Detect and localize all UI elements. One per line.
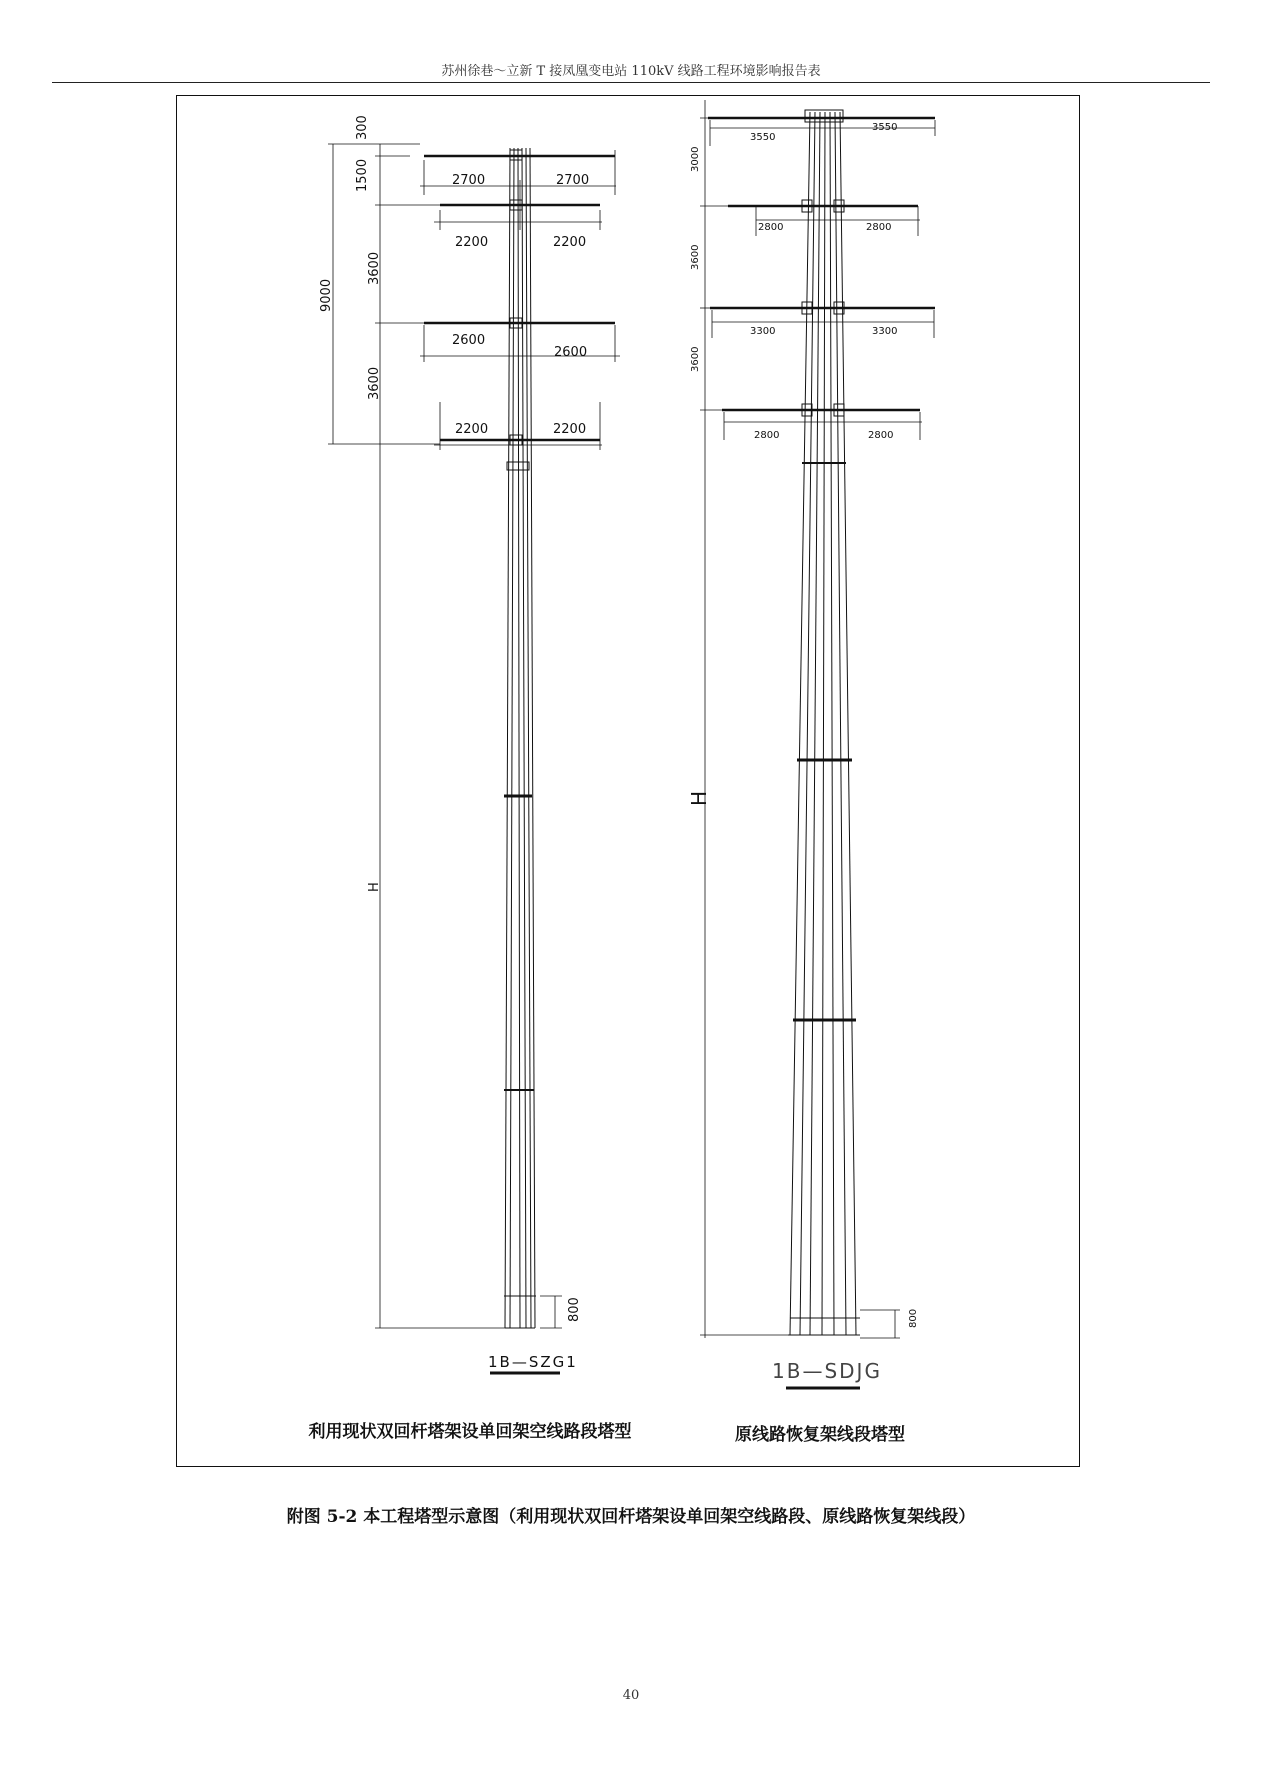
right-arm1-left: 3550 bbox=[750, 132, 776, 143]
left-arm3-right: 2600 bbox=[554, 345, 588, 360]
left-dim-9000: 9000 bbox=[319, 278, 334, 312]
page-header: 苏州徐巷～立新 T 接凤凰变电站 110kV 线路工程环境影响报告表 bbox=[441, 64, 821, 79]
left-arm3-left: 2600 bbox=[452, 333, 486, 348]
right-arm4-left: 2800 bbox=[754, 430, 780, 441]
left-arm1-left: 2700 bbox=[452, 173, 486, 188]
right-dim-3000: 3000 bbox=[690, 146, 701, 172]
right-arm3-left: 3300 bbox=[750, 326, 776, 337]
right-height-label: H bbox=[687, 790, 711, 806]
right-tower-code: 1B—SDJG bbox=[772, 1359, 882, 1383]
right-arm2-left: 2800 bbox=[758, 222, 784, 233]
right-arm2-right: 2800 bbox=[866, 222, 892, 233]
page-number: 40 bbox=[622, 1688, 640, 1703]
left-dim-3600-a: 3600 bbox=[367, 251, 382, 285]
left-dim-1500: 1500 bbox=[355, 158, 370, 192]
right-tower bbox=[700, 100, 935, 1338]
right-arm-dimlines bbox=[710, 120, 935, 440]
right-arm1-right: 3550 bbox=[872, 122, 898, 133]
left-arm1-right: 2700 bbox=[556, 173, 590, 188]
right-tower-caption: 原线路恢复架线段塔型 bbox=[735, 1425, 905, 1445]
left-tower bbox=[328, 144, 620, 1328]
right-base-dim: 800 bbox=[908, 1308, 919, 1328]
left-arm4-left: 2200 bbox=[455, 422, 489, 437]
left-arm2-right: 2200 bbox=[553, 235, 587, 250]
figure-caption: 附图 5-2 本工程塔型示意图（利用现状双回杆塔架设单回架空线路段、原线路恢复架线段） bbox=[286, 1507, 976, 1527]
left-arm4-right: 2200 bbox=[553, 422, 587, 437]
right-dim-3600-a: 3600 bbox=[690, 244, 701, 270]
right-arm4-right: 2800 bbox=[868, 430, 894, 441]
left-crossarms bbox=[424, 156, 615, 440]
right-arm3-right: 3300 bbox=[872, 326, 898, 337]
left-base-dim: 800 bbox=[567, 1297, 582, 1322]
left-tower-code: 1B—SZG1 bbox=[488, 1353, 578, 1371]
left-height-label: H bbox=[367, 882, 382, 892]
left-dim-3600-b: 3600 bbox=[367, 366, 382, 400]
right-pole bbox=[788, 110, 860, 1335]
left-tower-caption: 利用现状双回杆塔架设单回架空线路段塔型 bbox=[308, 1422, 632, 1442]
left-dim-top-300: 300 bbox=[355, 115, 370, 140]
left-arm-dimlines bbox=[420, 150, 620, 450]
left-arm2-left: 2200 bbox=[455, 235, 489, 250]
right-crossarms bbox=[708, 118, 935, 410]
left-pole bbox=[504, 148, 536, 1328]
right-dim-3600-b: 3600 bbox=[690, 346, 701, 372]
